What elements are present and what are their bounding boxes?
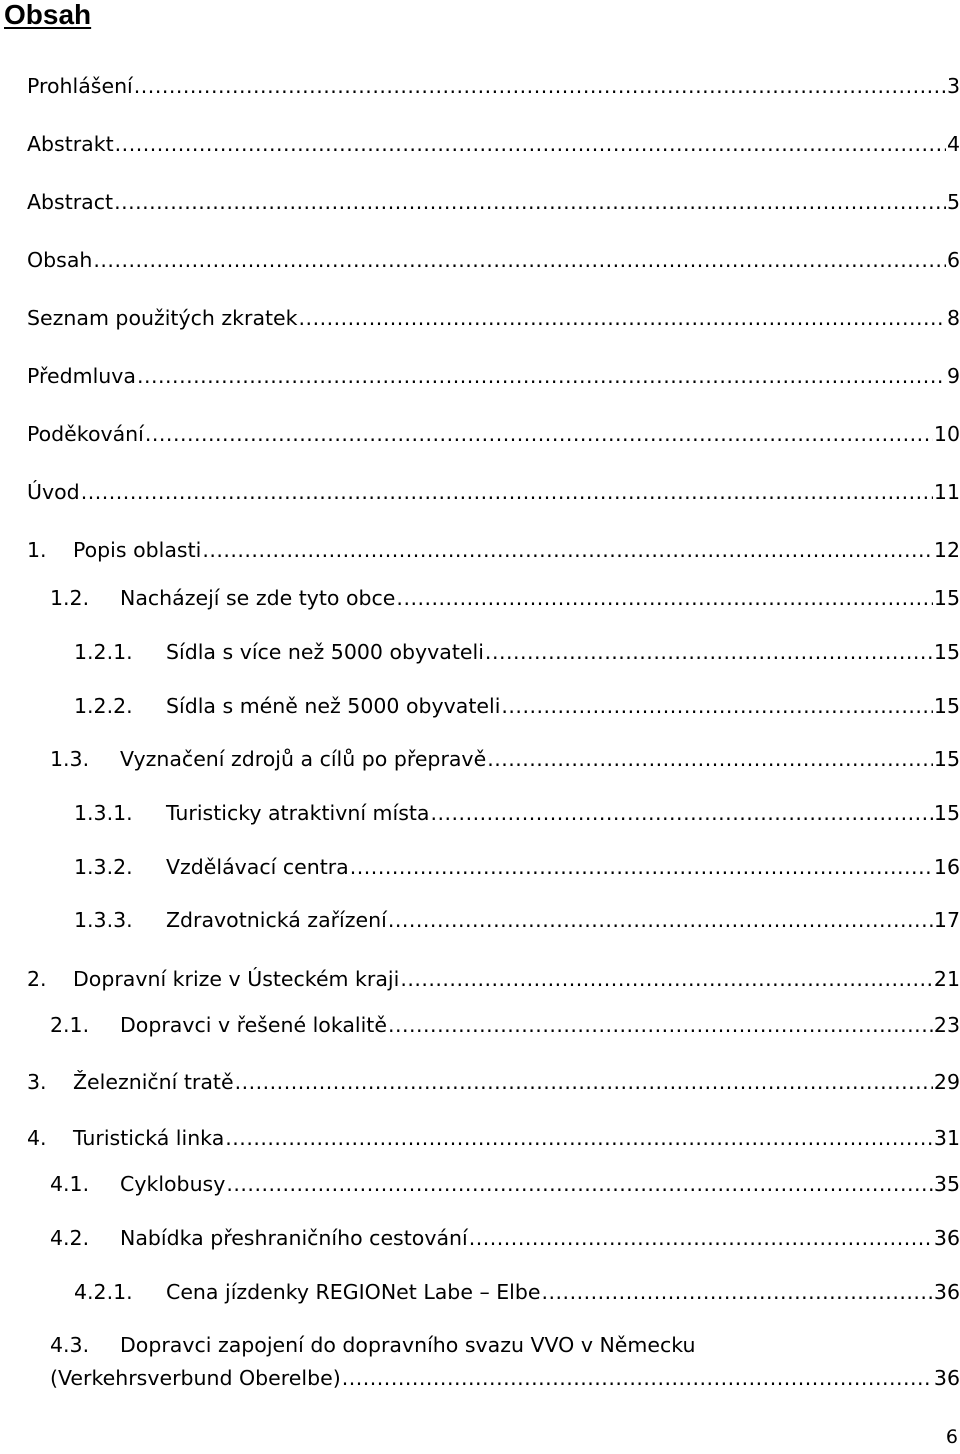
toc-entry-predmluva[interactable] [27, 364, 960, 388]
toc-title: Cena jízdenky REGIONet Labe – Elbe [166, 1280, 541, 1304]
toc-page: 15 [933, 747, 960, 771]
toc-title: Železniční tratě [73, 1070, 234, 1094]
toc-title: Obsah [27, 248, 93, 272]
toc-entry-obsah[interactable] [27, 248, 960, 272]
toc-page: 8 [946, 306, 960, 330]
toc-entry-4-3[interactable] [50, 1329, 960, 1395]
toc-number: 1.2.1. [74, 640, 133, 664]
toc-number: 3. [27, 1070, 47, 1094]
toc-number: 2.1. [50, 1013, 90, 1037]
toc-page: 36 [933, 1226, 960, 1250]
toc-entry-1-3[interactable] [50, 747, 960, 771]
toc-page: 15 [933, 586, 960, 610]
toc-title: Dopravci v řešené lokalitě [120, 1013, 387, 1037]
toc-leader [542, 1280, 933, 1304]
toc-page: 16 [933, 855, 960, 879]
toc-page: 36 [933, 1280, 960, 1304]
toc-title: Vzdělávací centra [166, 855, 349, 879]
toc-title: Abstract [27, 190, 114, 214]
toc-leader [388, 908, 933, 932]
toc-page: 23 [933, 1013, 960, 1037]
toc-number: 1.3. [50, 747, 90, 771]
toc-entry-4-1[interactable] [50, 1172, 960, 1196]
toc-title: Poděkování [27, 422, 144, 446]
toc-title: Dopravci zapojení do dopravního svazu VVO v Německu [120, 1333, 696, 1357]
toc-leader [134, 74, 946, 98]
toc-title: Turisticky atraktivní místa [166, 801, 430, 825]
toc-entry-line [50, 1329, 960, 1362]
toc-entry-1-3-1[interactable] [74, 801, 960, 825]
toc-entry-seznam-zkratek[interactable] [27, 306, 960, 330]
toc-page: 35 [933, 1172, 960, 1196]
toc-number: 4. [27, 1126, 47, 1150]
toc-page: 4 [946, 132, 960, 156]
toc-number: 4.2. [50, 1226, 90, 1250]
toc-title: Úvod [27, 480, 80, 504]
toc-title: Nacházejí se zde tyto obce [120, 586, 396, 610]
toc-leader [225, 1126, 933, 1150]
toc-title: Popis oblasti [73, 538, 202, 562]
toc-entry-uvod[interactable] [27, 480, 960, 504]
toc-title: Zdravotnická zařízení [166, 908, 387, 932]
toc-title: Předmluva [27, 364, 136, 388]
toc-page: 11 [933, 480, 960, 504]
toc-entry-3[interactable] [27, 1070, 960, 1094]
toc-title: Prohlášení [27, 74, 133, 98]
toc-leader [226, 1172, 933, 1196]
toc-page: 36 [933, 1366, 960, 1390]
toc-number: 1.3.3. [74, 908, 133, 932]
toc-leader [342, 1362, 933, 1395]
toc-leader [299, 306, 946, 330]
toc-title: Nabídka přeshraničního cestování [120, 1226, 468, 1250]
toc-entry-line [50, 1362, 960, 1395]
toc-title-continued: (Verkehrsverbund Oberelbe) [50, 1366, 341, 1390]
toc-entry-1-2-1[interactable] [74, 640, 960, 664]
toc-leader [388, 1013, 933, 1037]
toc-number: 2. [27, 967, 47, 991]
toc-page: 29 [933, 1070, 960, 1094]
toc-entry-1-3-2[interactable] [74, 855, 960, 879]
toc-entry-1[interactable] [27, 538, 960, 562]
toc-entry-1-2-2[interactable] [74, 694, 960, 718]
toc-title: Vyznačení zdrojů a cílů po přepravě [120, 747, 487, 771]
toc-entry-podekovani[interactable] [27, 422, 960, 446]
toc-page: 3 [946, 74, 960, 98]
toc-page: 10 [933, 422, 960, 446]
toc-leader [93, 248, 946, 272]
toc-number: 1.3.1. [74, 801, 133, 825]
toc-leader [487, 747, 933, 771]
toc-entry-1-2[interactable] [50, 586, 960, 610]
toc-leader [469, 1226, 933, 1250]
toc-title: Abstrakt [27, 132, 114, 156]
toc-page: 6 [946, 248, 960, 272]
toc-page: 9 [946, 364, 960, 388]
toc-page: 12 [933, 538, 960, 562]
toc-leader [115, 132, 946, 156]
toc-entry-1-3-3[interactable] [74, 908, 960, 932]
toc-leader [400, 967, 933, 991]
toc-page: 21 [933, 967, 960, 991]
toc-title: Seznam použitých zkratek [27, 306, 298, 330]
toc-page: 15 [933, 694, 960, 718]
toc-page: 17 [933, 908, 960, 932]
toc-title: Cyklobusy [120, 1172, 226, 1196]
toc-leader [114, 190, 946, 214]
toc-title: Sídla s méně než 5000 obyvateli [166, 694, 501, 718]
page-number: 6 [945, 1426, 958, 1448]
toc-page: 15 [933, 801, 960, 825]
toc-entry-abstract[interactable] [27, 190, 960, 214]
toc-number: 4.2.1. [74, 1280, 133, 1304]
toc-number: 1.3.2. [74, 855, 133, 879]
toc-number: 1. [27, 538, 47, 562]
toc-leader [350, 855, 933, 879]
toc-entry-abstrakt[interactable] [27, 132, 960, 156]
page-title: Obsah [4, 0, 92, 30]
toc-number: 4.1. [50, 1172, 90, 1196]
toc-leader [430, 801, 932, 825]
toc-entry-prohlaseni[interactable] [27, 74, 960, 98]
toc-title: Sídla s více než 5000 obyvateli [166, 640, 484, 664]
toc-leader [202, 538, 933, 562]
toc-number: 1.2.2. [74, 694, 133, 718]
toc-entry-4-2-1[interactable] [74, 1280, 960, 1304]
toc-leader [137, 364, 946, 388]
toc-leader [145, 422, 933, 446]
toc-leader [396, 586, 932, 610]
toc-page: 31 [933, 1126, 960, 1150]
toc-entry-4-2[interactable] [50, 1226, 960, 1250]
toc-page: 15 [933, 640, 960, 664]
toc-leader [81, 480, 933, 504]
toc-entry-2[interactable] [27, 967, 960, 991]
toc-title: Dopravní krize v Ústeckém kraji [73, 967, 400, 991]
toc-title: Turistická linka [73, 1126, 225, 1150]
toc-leader [235, 1070, 933, 1094]
toc-page: 5 [946, 190, 960, 214]
toc-leader [501, 694, 933, 718]
toc-leader [485, 640, 933, 664]
toc-number: 4.3. [50, 1333, 90, 1357]
toc-entry-2-1[interactable] [50, 1013, 960, 1037]
toc-number: 1.2. [50, 586, 90, 610]
toc-entry-4[interactable] [27, 1126, 960, 1150]
